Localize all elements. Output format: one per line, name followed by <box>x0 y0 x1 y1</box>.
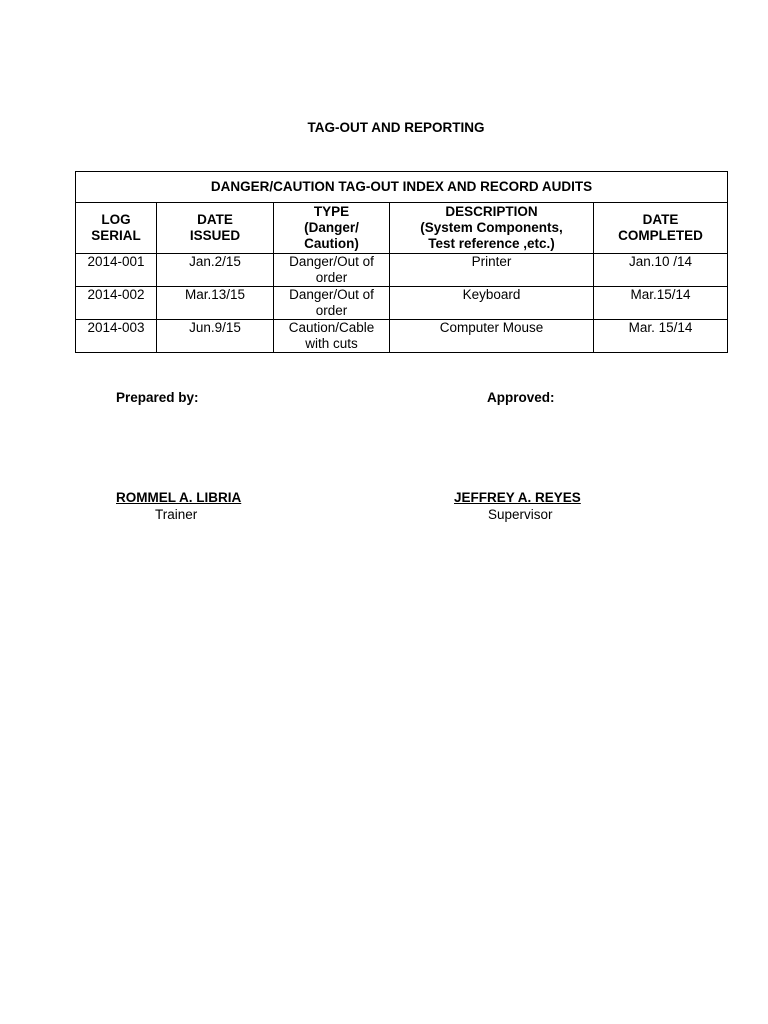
header-date-issued-line2: ISSUED <box>189 228 241 243</box>
header-log-serial <box>76 203 157 254</box>
header-date-completed <box>594 203 728 254</box>
header-description-line2: (System Components, <box>420 220 563 235</box>
cell-date-completed: Mar.15/14 <box>594 287 728 320</box>
header-type-line2: (Danger/ <box>304 220 359 235</box>
header-log-serial-line1: LOG <box>101 212 131 227</box>
cell-log-serial: 2014-001 <box>76 254 157 287</box>
header-description-line3: Test reference ,etc.) <box>428 236 555 251</box>
cell-date-issued: Mar.13/15 <box>157 287 274 320</box>
table-caption: DANGER/CAUTION TAG-OUT INDEX AND RECORD AUDITS <box>76 172 728 203</box>
header-date-issued-line1: DATE <box>197 212 233 227</box>
header-type <box>274 203 390 254</box>
cell-date-issued: Jun.9/15 <box>157 320 274 353</box>
cell-type: Danger/Out of order <box>274 287 390 320</box>
cell-log-serial: 2014-002 <box>76 287 157 320</box>
approver-name: JEFFREY A. REYES <box>454 490 581 505</box>
cell-date-issued: Jan.2/15 <box>157 254 274 287</box>
page-title: TAG-OUT AND REPORTING <box>307 120 485 135</box>
table-row <box>76 287 728 320</box>
header-date-completed-line2: COMPLETED <box>618 228 703 243</box>
preparer-role: Trainer <box>155 507 198 522</box>
cell-type: Caution/Cable with cuts <box>274 320 390 353</box>
tag-out-audit-table <box>75 171 728 353</box>
approved-label: Approved: <box>487 390 555 405</box>
approver-role: Supervisor <box>488 507 553 522</box>
header-date-issued <box>157 203 274 254</box>
header-type-line1: TYPE <box>313 204 350 219</box>
header-description-line1: DESCRIPTION <box>445 204 538 219</box>
cell-description: Keyboard <box>390 287 594 320</box>
table-row <box>76 320 728 353</box>
cell-date-completed: Jan.10 /14 <box>594 254 728 287</box>
cell-log-serial: 2014-003 <box>76 320 157 353</box>
cell-description: Printer <box>390 254 594 287</box>
cell-description: Computer Mouse <box>390 320 594 353</box>
preparer-name: ROMMEL A. LIBRIA <box>116 490 242 505</box>
cell-type: Danger/Out of order <box>274 254 390 287</box>
table-row <box>76 254 728 287</box>
header-description <box>390 203 594 254</box>
header-log-serial-line2: SERIAL <box>91 228 141 243</box>
cell-date-completed: Mar. 15/14 <box>594 320 728 353</box>
prepared-by-label: Prepared by: <box>116 390 199 405</box>
header-type-line3: Caution) <box>304 236 359 251</box>
header-date-completed-line1: DATE <box>642 212 679 227</box>
